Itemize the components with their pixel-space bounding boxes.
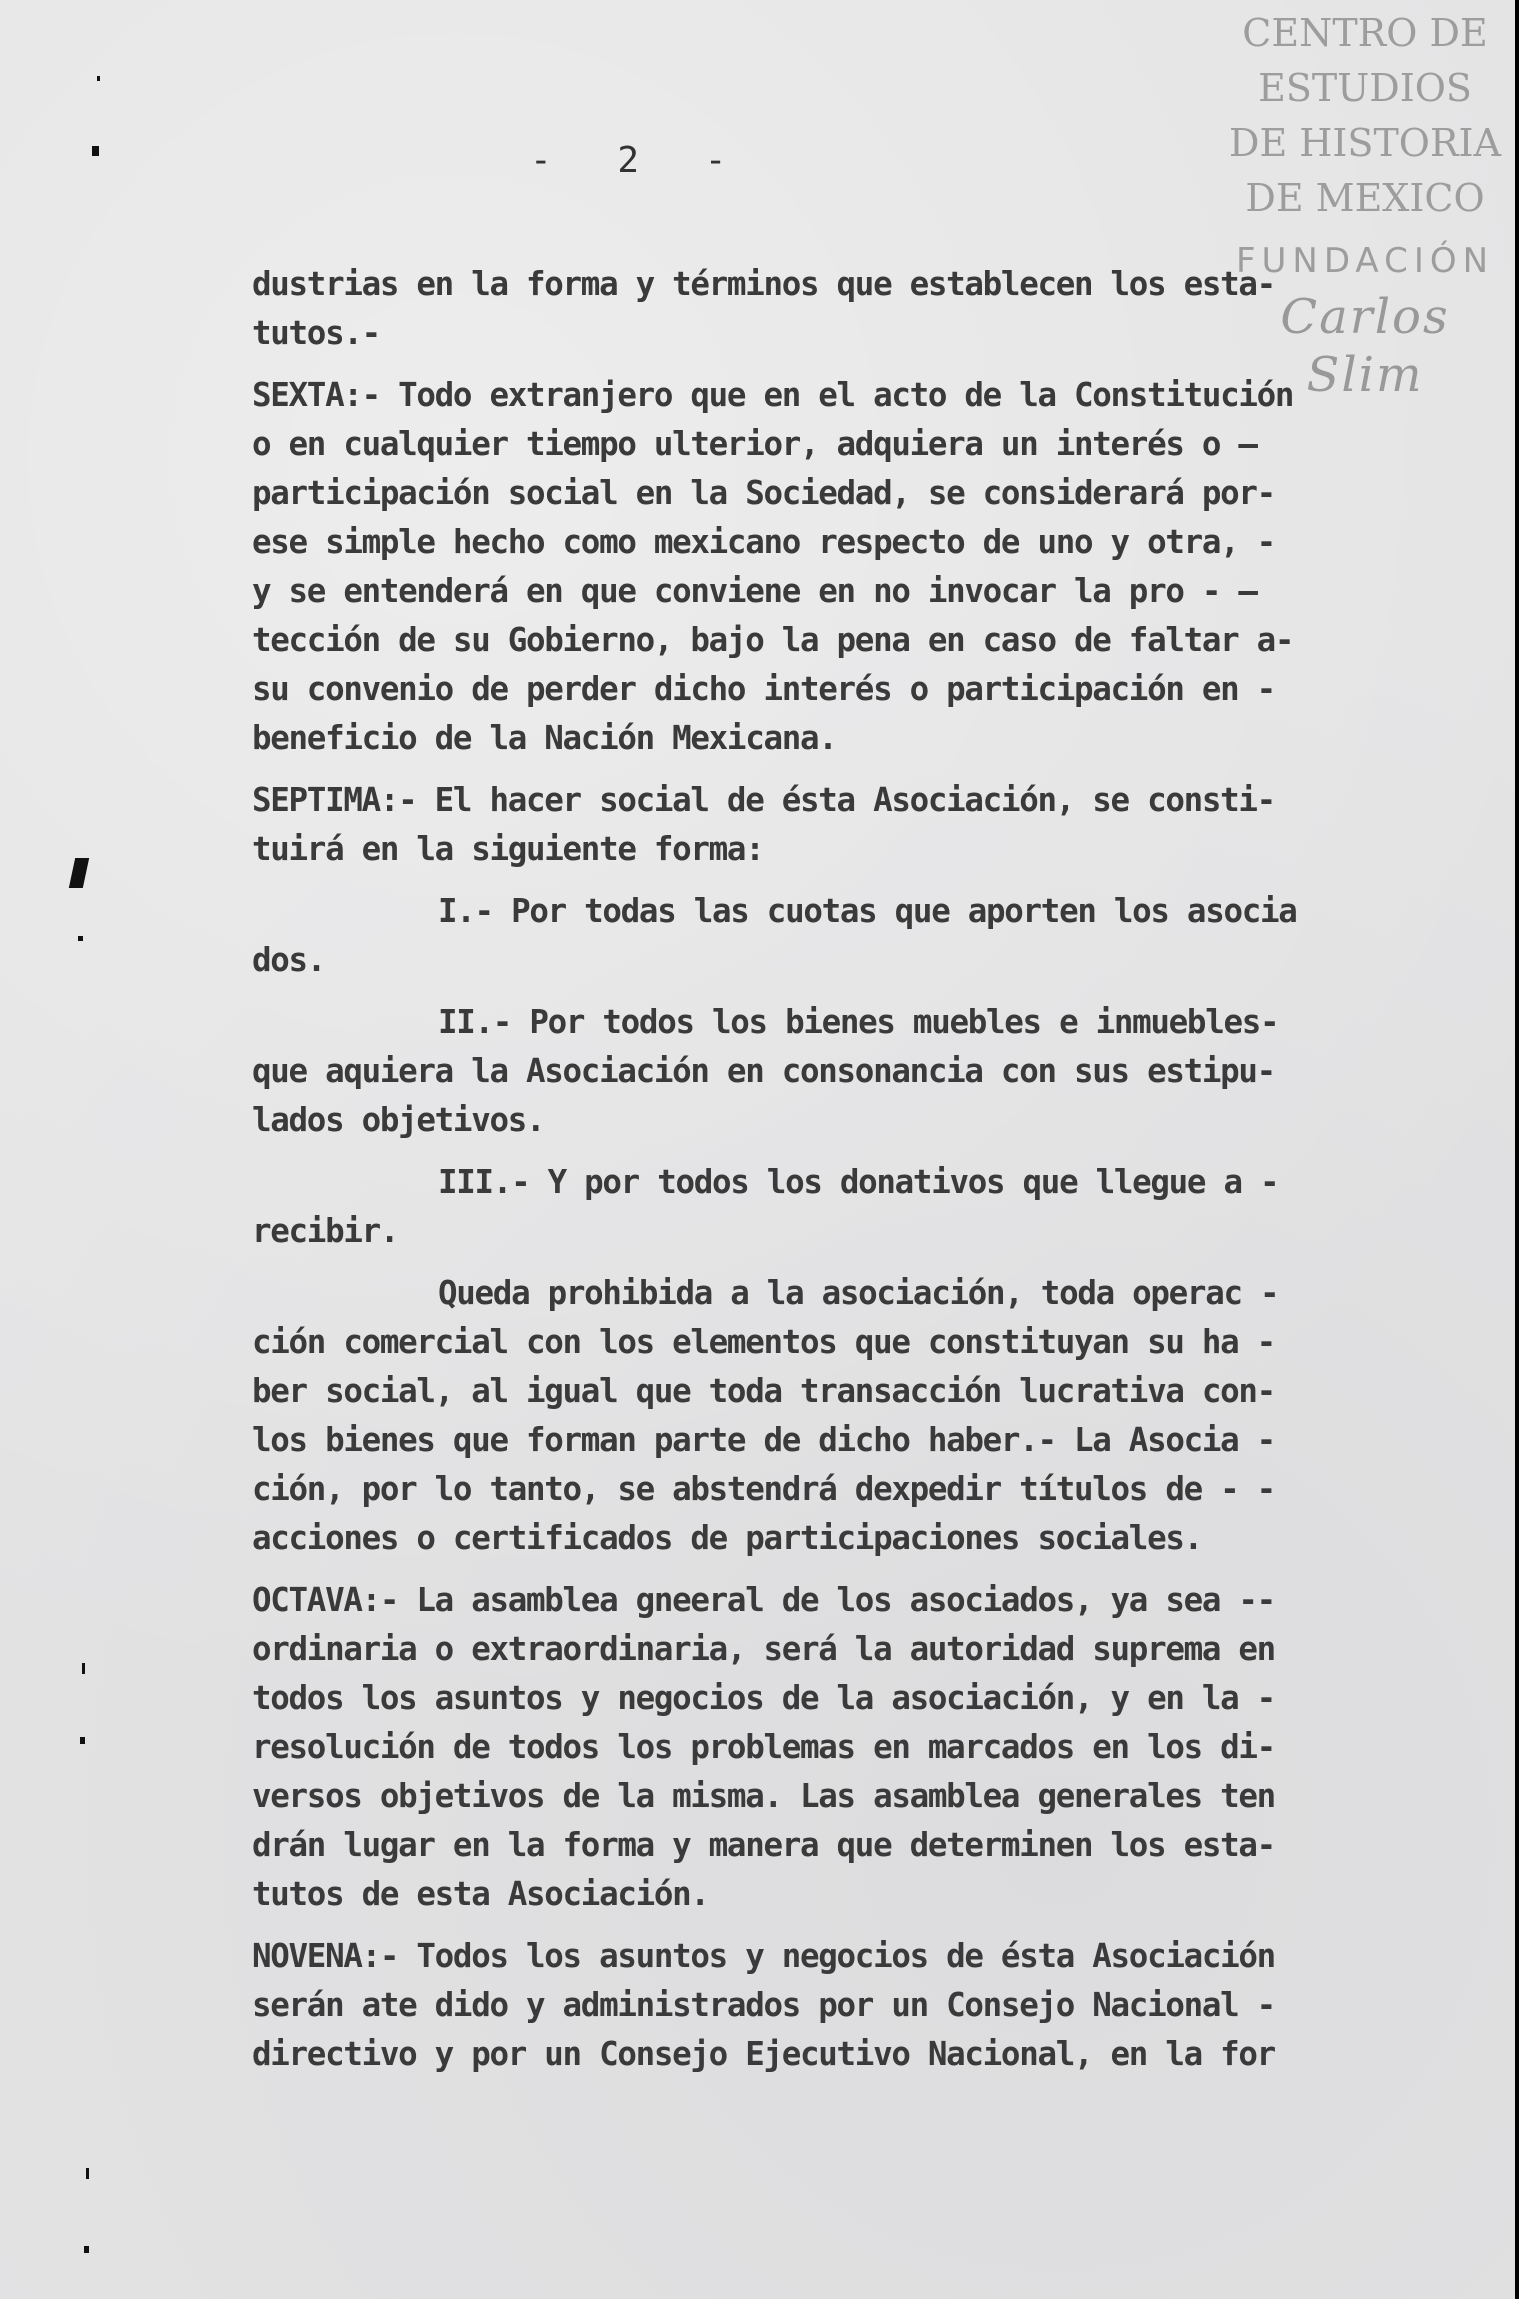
text-line: serán ate dido y administrados por un Consejo Nacional - — [252, 1986, 1275, 2024]
text-line: tección de su Gobierno, bajo la pena en caso de faltar a- — [252, 621, 1294, 659]
watermark-foundation: FUNDACIÓN — [1235, 241, 1495, 281]
scan-edge — [1515, 0, 1519, 2299]
text-line: dos. — [252, 941, 326, 979]
text-line: NOVENA:- Todos los asuntos y negocios de ésta Asociación — [252, 1937, 1275, 1975]
list-item-i — [252, 887, 1297, 985]
list-item-ii — [252, 998, 1279, 1145]
text-line: que aquiera la Asociación en consonancia con sus estipu- — [252, 1052, 1275, 1090]
text-line: beneficio de la Nación Mexicana. — [252, 719, 837, 757]
watermark-line: DE MEXICO — [1245, 176, 1485, 220]
punch-mark — [69, 858, 89, 888]
text-line: Queda prohibida a la asociación, toda operac - — [438, 1274, 1279, 1312]
scan-speck — [78, 936, 83, 941]
text-line: OCTAVA:- La asamblea gneeral de los asociados, ya sea -- — [252, 1581, 1275, 1619]
paragraph-septima — [252, 776, 1275, 874]
text-line: acciones o certificados de participaciones sociales. — [252, 1519, 1202, 1557]
text-line: tutos.- — [252, 314, 380, 352]
text-line: III.- Y por todos los donativos que llegue a - — [438, 1163, 1279, 1201]
text-line: ción, por lo tanto, se abstendrá dexpedir títulos de - - — [252, 1470, 1275, 1508]
text-line: SEPTIMA:- El hacer social de ésta Asociación, se consti- — [252, 781, 1275, 819]
scan-speck — [84, 2246, 89, 2253]
text-line: SEXTA:- Todo extranjero que en el acto de la Constitución — [252, 376, 1294, 414]
text-line: lados objetivos. — [252, 1101, 545, 1139]
paragraph-prohibition — [252, 1269, 1279, 1563]
document-body — [252, 260, 1297, 2092]
text-line: versos objetivos de la misma. Las asamblea generales ten — [252, 1777, 1275, 1815]
text-line: o en cualquier tiempo ulterior, adquiera un interés o — — [252, 425, 1257, 463]
text-line: resolución de todos los problemas en marcados en los di- — [252, 1728, 1275, 1766]
watermark-line: DE HISTORIA — [1228, 121, 1502, 165]
text-line: tutos de esta Asociación. — [252, 1875, 709, 1913]
scan-speck — [92, 146, 99, 156]
page-number: - 2 - — [530, 140, 749, 181]
scan-speck — [80, 1737, 85, 1744]
paragraph-continuation — [252, 260, 1275, 358]
list-item-iii — [252, 1158, 1279, 1256]
text-line: participación social en la Sociedad, se considerará por- — [252, 474, 1275, 512]
scan-speck — [82, 1663, 85, 1674]
text-line: drán lugar en la forma y manera que determinen los esta- — [252, 1826, 1275, 1864]
text-line: recibir. — [252, 1212, 399, 1250]
scan-speck — [97, 76, 100, 81]
watermark-signature: Carlos Slim — [1280, 289, 1450, 403]
text-line: directivo y por un Consejo Ejecutivo Nacional, en la for — [252, 2035, 1275, 2073]
text-line: y se entenderá en que conviene en no invocar la pro - — — [252, 572, 1257, 610]
paragraph-novena — [252, 1932, 1275, 2079]
text-line: todos los asuntos y negocios de la asociación, y en la - — [252, 1679, 1275, 1717]
text-line: dustrias en la forma y términos que establecen los esta- — [252, 265, 1275, 303]
text-line: ordinaria o extraordinaria, será la autoridad suprema en — [252, 1630, 1275, 1668]
paragraph-sexta — [252, 371, 1294, 763]
text-line: su convenio de perder dicho interés o participación en - — [252, 670, 1275, 708]
text-line: I.- Por todas las cuotas que aporten los asocia — [438, 892, 1297, 930]
text-line: tuirá en la siguiente forma: — [252, 830, 764, 868]
text-line: II.- Por todos los bienes muebles e inmuebles- — [438, 1003, 1279, 1041]
watermark-line: CENTRO DE — [1242, 11, 1488, 55]
watermark-line: ESTUDIOS — [1258, 66, 1472, 110]
text-line: ción comercial con los elementos que constituyan su ha - — [252, 1323, 1275, 1361]
text-line: los bienes que forman parte de dicho haber.- La Asocia - — [252, 1421, 1275, 1459]
text-line: ber social, al igual que toda transacción lucrativa con- — [252, 1372, 1275, 1410]
scan-speck — [86, 2168, 89, 2179]
paragraph-octava — [252, 1576, 1275, 1919]
text-line: ese simple hecho como mexicano respecto de uno y otra, - — [252, 523, 1275, 561]
